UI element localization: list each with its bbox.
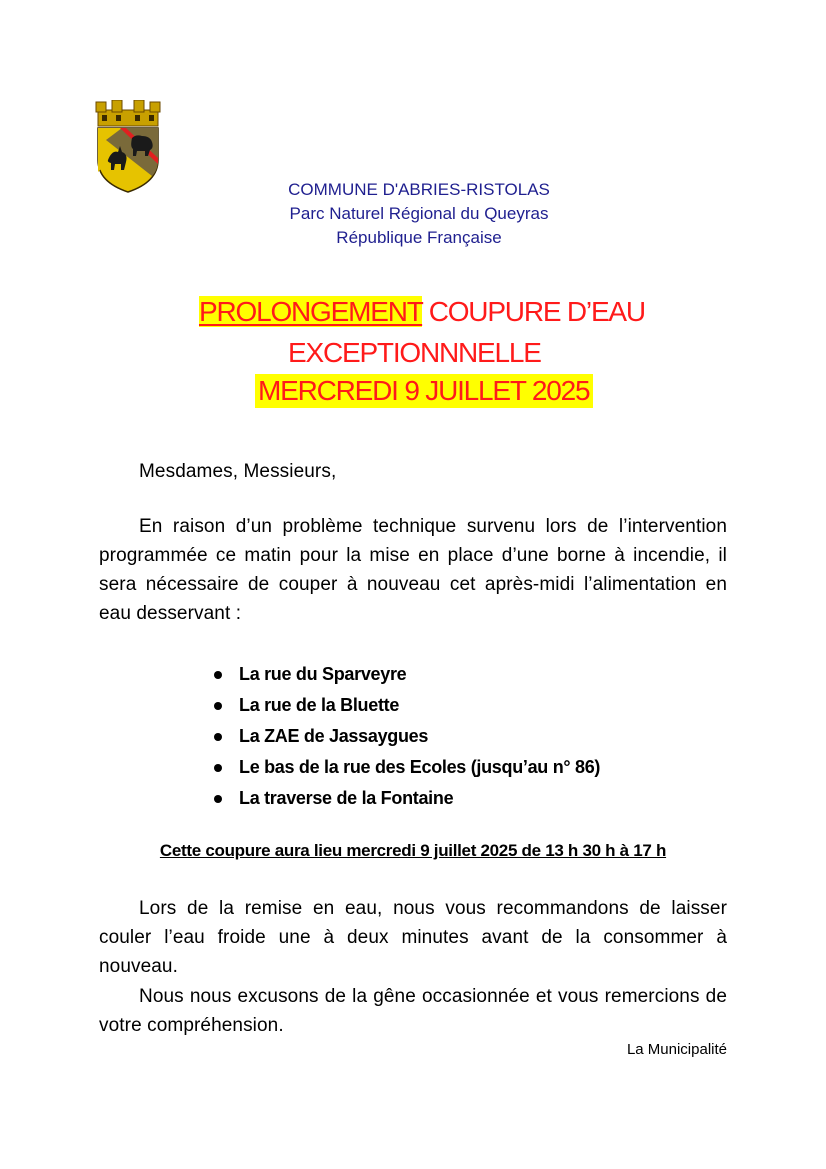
- street-name: La rue de la Bluette: [239, 695, 400, 715]
- commune-name: COMMUNE D'ABRIES-RISTOLAS: [288, 180, 550, 199]
- list-item: [214, 721, 600, 752]
- republic-name: République Française: [336, 228, 502, 247]
- signature: La Municipalité: [626, 1041, 727, 1058]
- bullet-icon: [214, 702, 222, 710]
- street-name: La ZAE de Jassaygues: [239, 726, 429, 746]
- list-item: [214, 659, 600, 690]
- title-line-1: [199, 295, 645, 329]
- street-name: La rue du Sparveyre: [239, 664, 407, 684]
- title-highlight: PROLONGEMENT: [199, 296, 423, 327]
- title-line-1-rest: COUPURE D’EAU: [422, 296, 645, 327]
- street-name: La traverse de la Fontaine: [239, 788, 454, 808]
- schedule-notice: Cette coupure aura lieu mercredi 9 juillet 2025 de 13 h 30 h à 17 h: [159, 841, 667, 860]
- title-line-2: EXCEPTIONNNELLE: [288, 337, 541, 368]
- list-item: [214, 752, 600, 783]
- affected-streets-list: [214, 659, 600, 814]
- list-item: [214, 690, 600, 721]
- bullet-icon: [214, 795, 222, 803]
- greeting: Mesdames, Messieurs,: [139, 461, 337, 482]
- paragraph-apology: Nous nous excusons de la gêne occasionnée et vous remercions de votre compréhension.: [99, 986, 727, 1036]
- street-name: Le bas de la rue des Ecoles (jusqu’au n° 86): [239, 757, 601, 777]
- title-date: MERCREDI 9 JUILLET 2025: [255, 374, 593, 408]
- list-item: [214, 783, 600, 814]
- bullet-icon: [214, 733, 222, 741]
- paragraph-problem: En raison d’un problème technique survenu lors de l’intervention programmée ce matin pour la mise en place d’une borne à incendie, il sera nécessaire de couper à nouveau cet après-midi l’alimentation en eau desservant :: [99, 516, 727, 624]
- paragraph-recommendation: Lors de la remise en eau, nous vous recommandons de laisser couler l’eau froide une à deux minutes avant de la consommer à nouveau.: [99, 898, 727, 977]
- municipality-header: [0, 178, 826, 250]
- bullet-icon: [214, 671, 222, 679]
- bullet-icon: [214, 764, 222, 772]
- park-name: Parc Naturel Régional du Queyras: [289, 204, 549, 223]
